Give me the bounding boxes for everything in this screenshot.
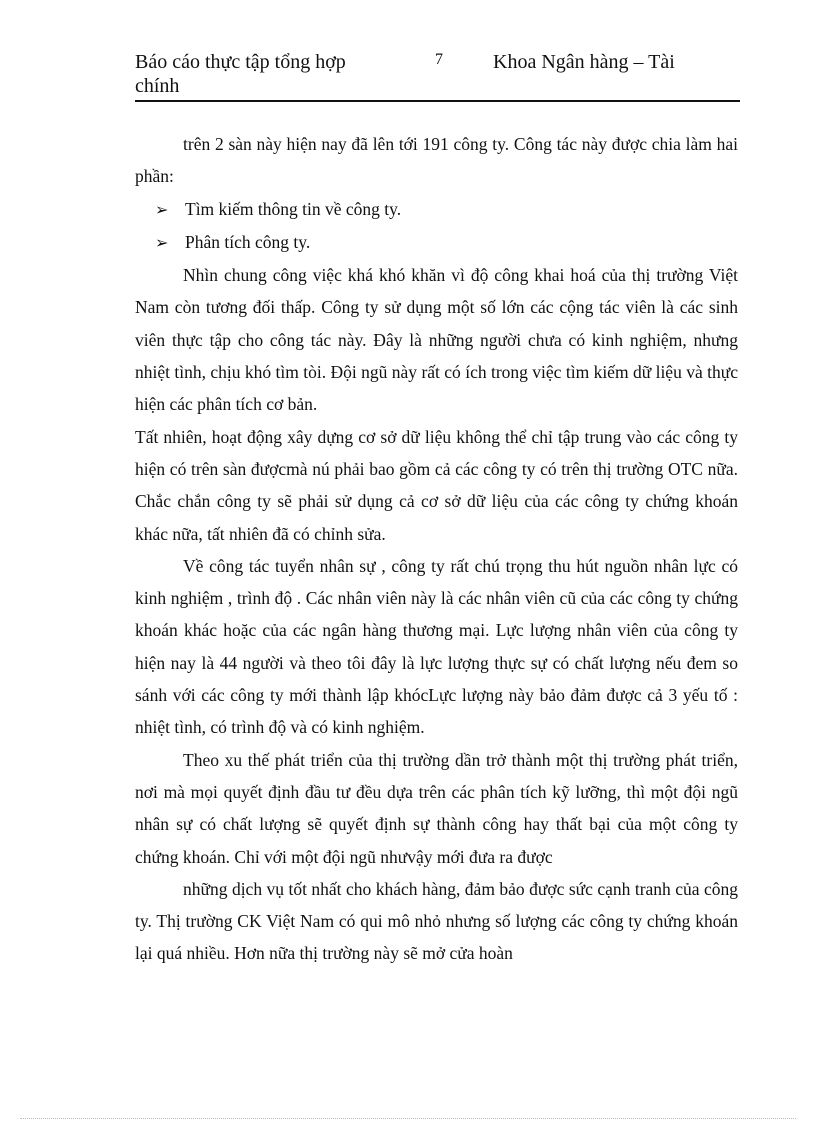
paragraph-6: những dịch vụ tốt nhất cho khách hàng, đảm bảo được sức cạnh tranh của công ty. Thị trường CK Việt Nam có qui mô nhỏ nhưng số lượng các công ty chứng khoán lại quá nhiều. Hơn nữa thị trường này sẽ mở cửa hoàn <box>135 878 738 964</box>
paragraph-3: Tất nhiên, hoạt động xây dựng cơ sở dữ liệu không thể chỉ tập trung vào các công ty hiện có trên sàn đượcmà nú phải bao gồm cả các công ty có trên thị trường OTC nữa. Chắc chắn công ty sẽ phải sử dụng cả cơ sở dữ liệu của các công ty chứng khoán khác nữa, tất nhiên đã có chỉnh sửa. <box>135 426 738 544</box>
paragraph-2: Nhìn chung công việc khá khó khăn vì độ công khai hoá của thị trường Việt Nam còn tương đối thấp. Công ty sử dụng một số lớn các cộng tác viên là các sinh viên thực tập cho công tác này. Đây là những người chưa có kinh nghiệm, nhưng nhiệt tình, chịu khó tìm tòi. Đội ngũ này rất có ích trong việc tìm kiếm dữ liệu và thực hiện các phân tích cơ bản. <box>135 265 738 415</box>
bullet-item <box>155 226 738 259</box>
paragraph-5: Theo xu thế phát triển của thị trường dần trở thành một thị trường phát triển, nơi mà mọi quyết định đầu tư đều dựa trên các phân tích kỹ lưỡng, thì một đội ngũ nhân sự có chất lượng sẽ quyết định sự thành công hay thất bại của một công ty chứng khoán. Chỉ với một đội ngũ nhưvậy mới đưa ra được <box>135 749 738 867</box>
bullet-text: Tìm kiếm thông tin về công ty. <box>185 198 402 219</box>
paragraph-4: Về công tác tuyển nhân sự , công ty rất chú trọng thu hút nguồn nhân lực có kinh nghiệm , trình độ . Các nhân viên này là các nhân viên cũ của các công ty chứng khoán khác hoặc của các ngân hàng thương mại. Lực lượng nhân viên của công ty hiện nay là 44 người và theo tôi đây là lực lượng thực sự có chất lượng nếu đem so sánh với các công ty mới thành lập khócLực lượng này bảo đảm được cả 3 yếu tố : nhiệt tình, có trình độ và có kinh nghiệm. <box>135 555 738 738</box>
bullet-item <box>155 193 738 226</box>
document-body <box>135 128 738 970</box>
bullet-text: Phân tích công ty. <box>185 231 311 252</box>
report-title: Báo cáo thực tập tổng hợp chính <box>135 51 346 97</box>
page-bottom-divider <box>20 1118 796 1119</box>
page-header <box>135 48 740 102</box>
page-number: 7 <box>435 51 443 68</box>
arrow-bullet-icon: ➢ <box>155 199 169 219</box>
paragraph-1: trên 2 sàn này hiện nay đã lên tới 191 công ty. Công tác này được chia làm hai phần: <box>135 134 738 187</box>
department-name: Khoa Ngân hàng – Tài <box>493 51 675 73</box>
arrow-bullet-icon: ➢ <box>155 232 169 252</box>
